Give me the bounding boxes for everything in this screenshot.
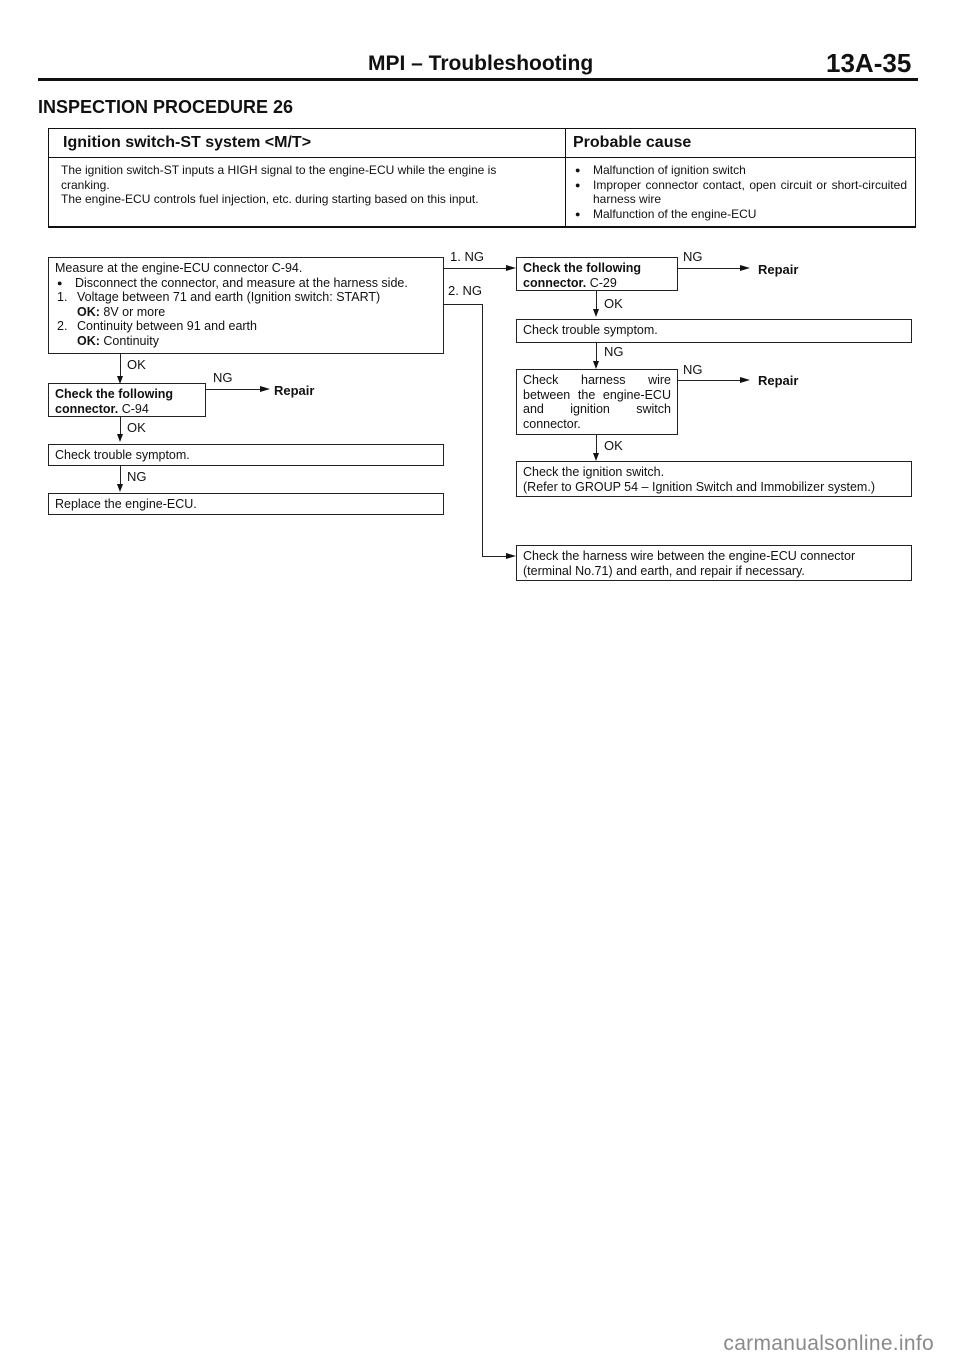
connector-line (678, 380, 740, 381)
header-rule (38, 78, 918, 81)
check-connector-c29-box (516, 257, 678, 291)
ng-label: NG (213, 370, 233, 385)
probable-cause-list (573, 163, 907, 221)
ng-label: NG (604, 344, 624, 359)
harness-check-text: Check harness wire between the engine-ECU and ignition switch connector. (523, 373, 671, 431)
measure-bullet: ● Disconnect the connector, and measure at the harness side. (55, 276, 437, 291)
down-arrow-icon (593, 453, 599, 461)
measure-item-1: Voltage between 71 and earth (Ignition switch: START) (77, 290, 381, 304)
trouble-symptom-text: Check trouble symptom. (523, 323, 658, 337)
trouble-symptom-box-left (48, 444, 444, 466)
trouble-symptom-text: Check trouble symptom. (55, 448, 190, 462)
header-title: MPI – Troubleshooting (368, 52, 594, 75)
ok-value-2: Continuity (103, 333, 159, 348)
measure-intro: Measure at the engine-ECU connector C-94. (55, 261, 303, 275)
harness-check-box (516, 369, 678, 435)
down-arrow-icon (593, 309, 599, 317)
connector-line (444, 304, 482, 305)
page-number: 13A-35 (826, 48, 912, 78)
ignition-check-line-2: (Refer to GROUP 54 – Ignition Switch and Immobilizer system.) (523, 479, 875, 494)
down-arrow-icon (117, 434, 123, 442)
right-arrow-icon (740, 377, 750, 383)
connector-line (444, 268, 508, 269)
harness-terminal-71-text: Check the harness wire between the engine-ECU connector (terminal No.71) and earth, and repair if necessary. (523, 549, 856, 578)
ng-label: NG (683, 362, 703, 377)
right-arrow-icon (506, 265, 516, 271)
summary-system-heading: Ignition switch-ST system <M/T> (63, 134, 312, 151)
ok-label-1: OK (127, 357, 146, 372)
summary-divider-v (565, 129, 566, 226)
connector-line (206, 389, 260, 390)
ok-label-2: OK (127, 420, 146, 435)
check-c94-text: Check the following connector. (55, 387, 174, 416)
cause-item: ● Improper connector contact, open circuit or short-circuited harness wire (573, 178, 907, 207)
ok-label: OK (604, 438, 623, 453)
measure-item-2: Continuity between 91 and earth (77, 319, 257, 333)
ok-label: OK (604, 296, 623, 311)
summary-divider-h (49, 157, 915, 158)
probable-cause-heading: Probable cause (573, 134, 692, 151)
cause-item: ● Malfunction of the engine-ECU (573, 207, 907, 222)
ignition-check-line-1: Check the ignition switch. (523, 465, 665, 479)
measure-box (48, 257, 444, 354)
right-arrow-icon (506, 553, 516, 559)
ng-label-1: 1. NG (450, 249, 484, 264)
procedure-title: INSPECTION PROCEDURE 26 (38, 97, 294, 117)
description-line: cranking. (61, 177, 110, 192)
right-arrow-icon (260, 386, 270, 392)
ok-label: OK: (77, 333, 100, 348)
ng-label-2: 2. NG (448, 283, 482, 298)
watermark: carmanualsonline.info (723, 1332, 934, 1355)
repair-label: Repair (274, 383, 315, 398)
connector-line (120, 354, 121, 378)
repair-label: Repair (758, 373, 799, 388)
description-line: The engine-ECU controls fuel injection, etc. during starting based on this input. (61, 192, 479, 206)
connector-line (482, 304, 483, 556)
item-number: 2. (57, 319, 68, 333)
item-number: 1. (57, 290, 68, 304)
repair-label: Repair (758, 262, 799, 277)
harness-terminal-71-box (516, 545, 912, 581)
connector-line (678, 268, 740, 269)
check-c29-text: Check the following connector. (523, 261, 642, 290)
ignition-switch-check-box (516, 461, 912, 497)
replace-ecu-text: Replace the engine-ECU. (55, 497, 197, 511)
down-arrow-icon (593, 361, 599, 369)
ok-value-1: 8V or more (103, 304, 166, 319)
down-arrow-icon (117, 484, 123, 492)
connector-code: C-29 (589, 275, 617, 290)
description-line: The ignition switch-ST inputs a HIGH signal to the engine-ECU while the engine is (61, 163, 497, 177)
cause-item: ● Malfunction of ignition switch (573, 163, 907, 178)
ng-label: NG (127, 469, 147, 484)
trouble-symptom-box-right (516, 319, 912, 343)
replace-ecu-box (48, 493, 444, 515)
ng-label: NG (683, 249, 703, 264)
check-connector-c94-box (48, 383, 206, 417)
system-description (61, 163, 559, 207)
ok-label: OK: (77, 304, 100, 319)
connector-code: C-94 (121, 401, 149, 416)
summary-table (48, 128, 916, 228)
connector-line (482, 556, 508, 557)
right-arrow-icon (740, 265, 750, 271)
